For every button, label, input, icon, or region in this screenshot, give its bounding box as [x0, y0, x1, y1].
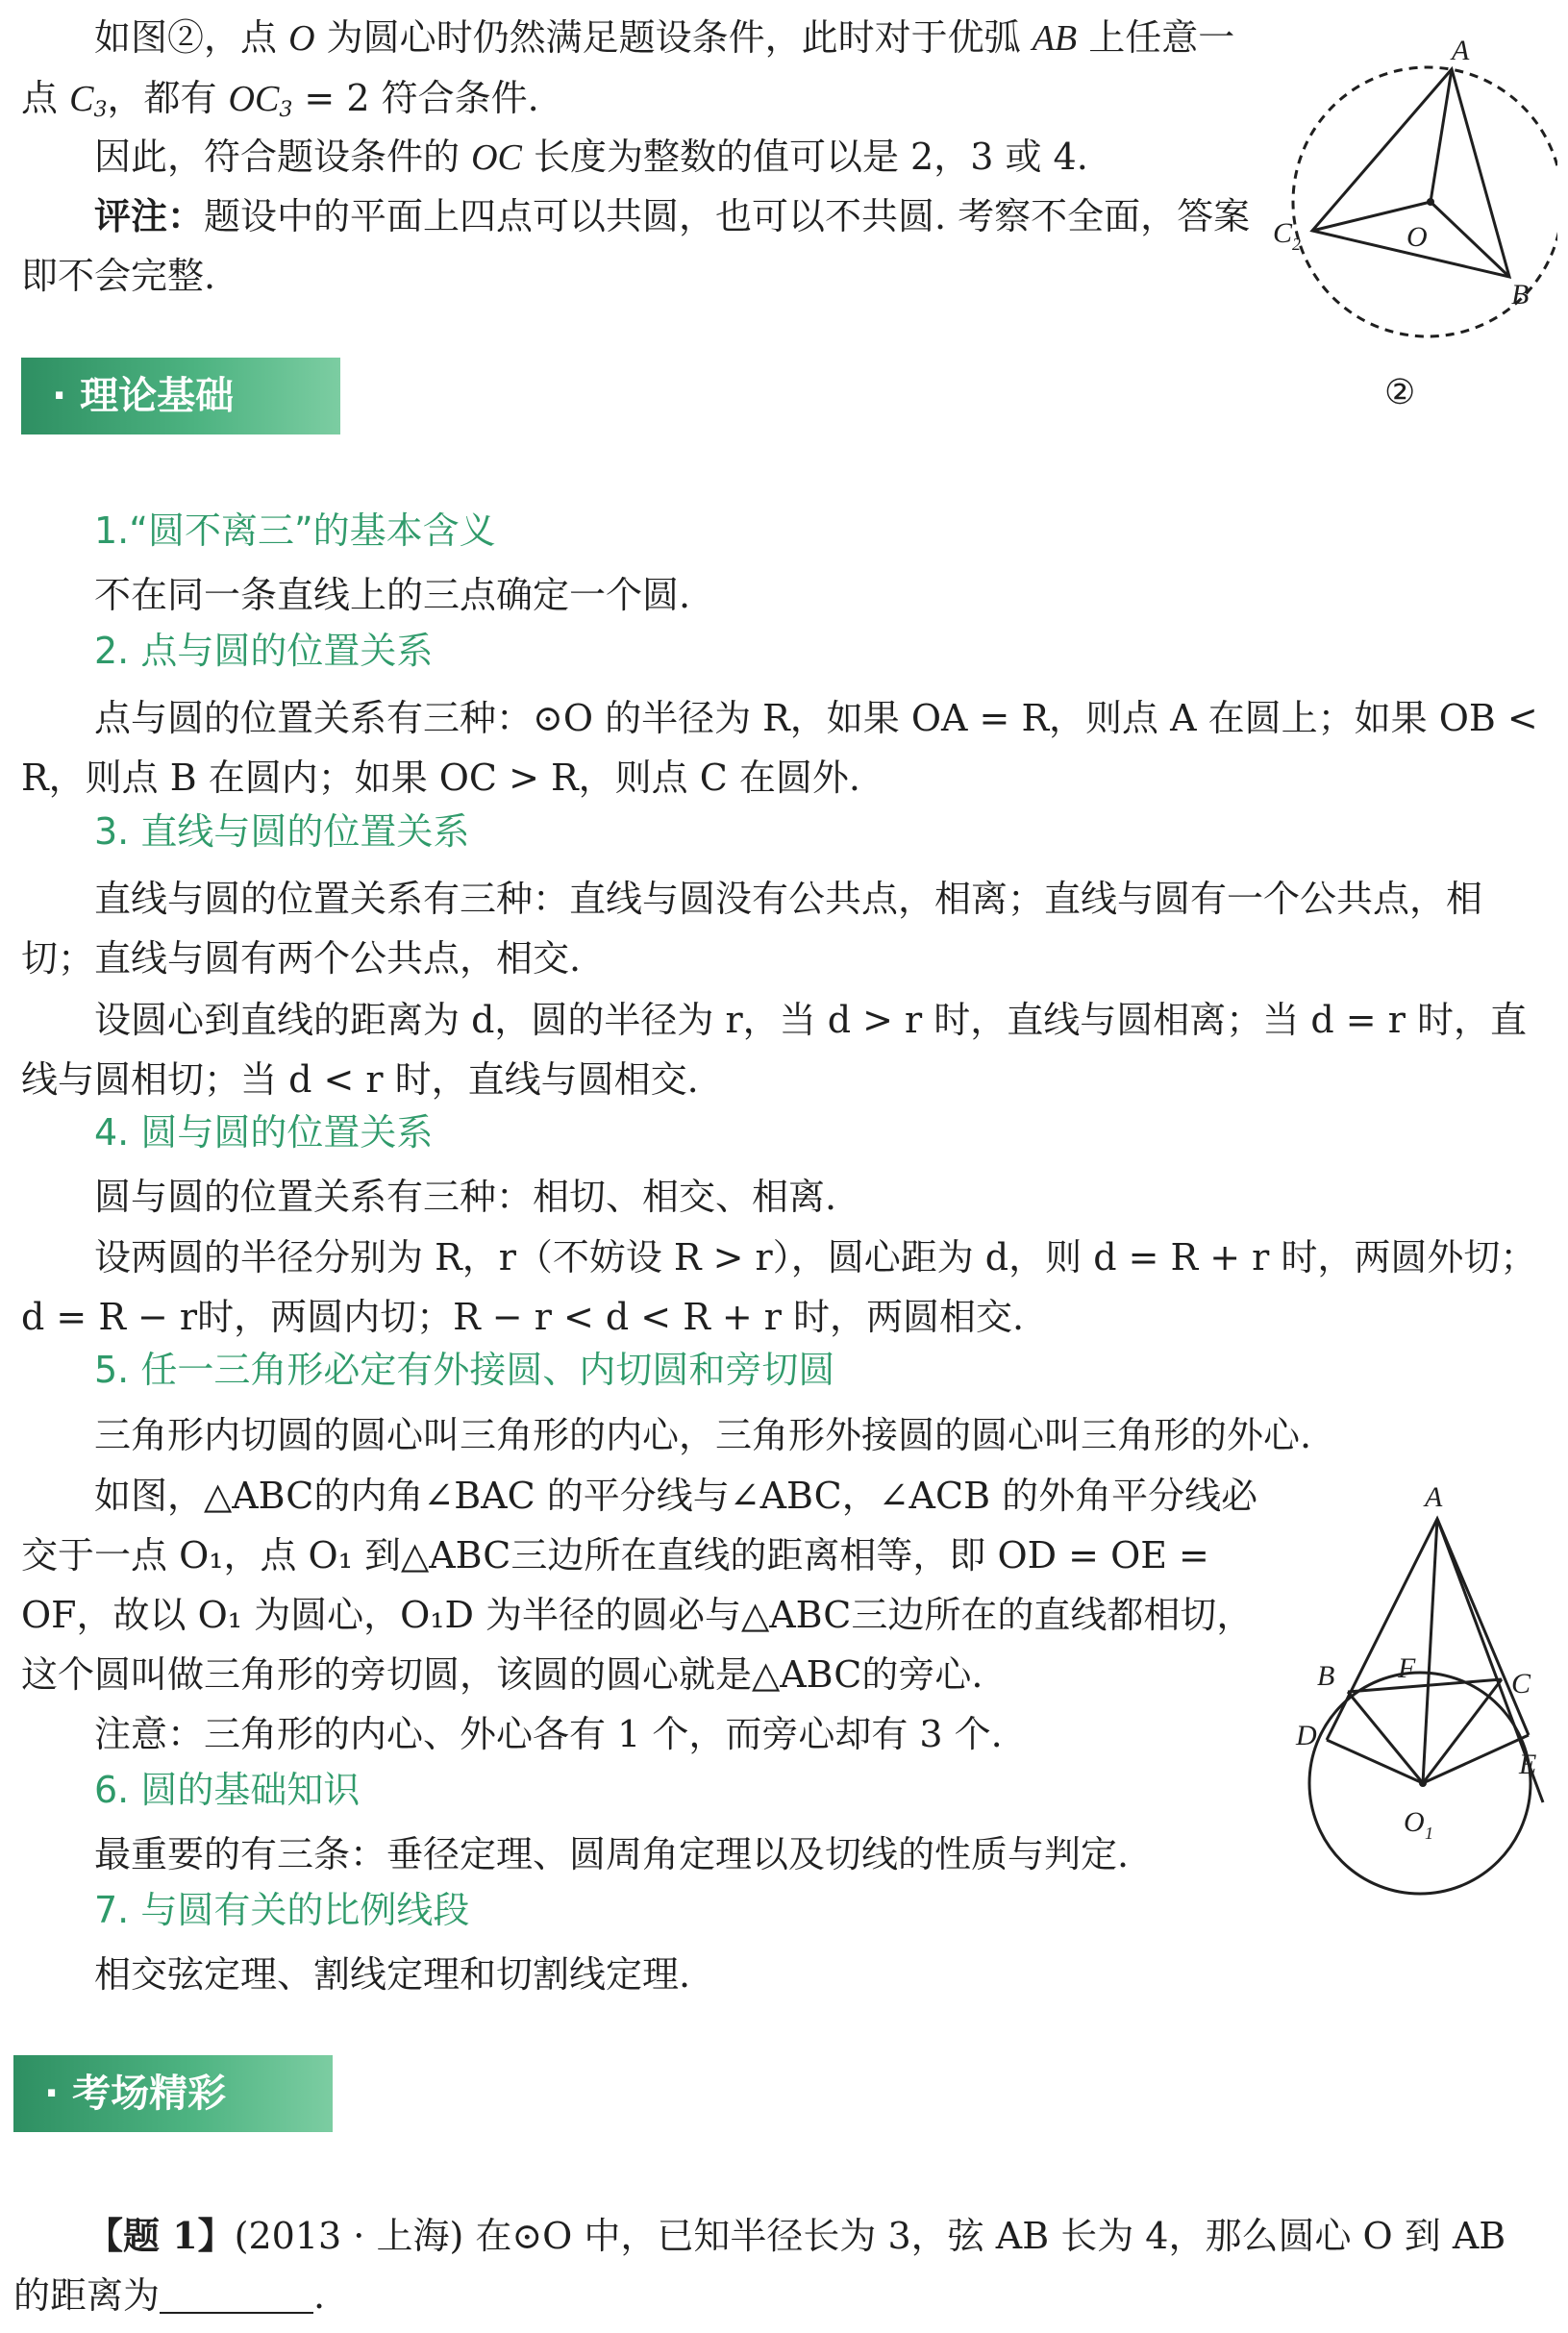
label-C-subscript: 2: [1292, 235, 1301, 254]
figure-2-svg: [1269, 19, 1557, 423]
question-end: .: [313, 2274, 326, 2317]
theory-text-6: 最重要的有三条：垂径定理、圆周角定理以及切线的性质与判定.: [94, 1833, 1130, 1875]
section-band-exam: [13, 2055, 333, 2132]
theory-heading-4: 4. 圆与圆的位置关系: [94, 1111, 434, 1154]
intro-comment: [21, 186, 1261, 306]
theory-text-7: 相交弦定理、割线定理和切割线定理.: [94, 1953, 691, 1996]
label-A: A: [1452, 35, 1470, 66]
intro-math: C: [69, 79, 94, 119]
segment-O1B: [1348, 1692, 1423, 1783]
intro-math: OC: [228, 79, 280, 119]
theory-heading-2: 2. 点与圆的位置关系: [94, 630, 434, 672]
intro-math: OC: [471, 137, 522, 178]
theory-text-5c: 注意：三角形的内心、外心各有 1 个，而旁心却有 3 个.: [94, 1713, 1003, 1755]
intro-text: 上任意一点: [21, 16, 1235, 119]
theory-text-5a: 三角形内切圆的圆心叫三角形的内心，三角形外接圆的圆心叫三角形的外心.: [94, 1414, 1312, 1456]
exam-question-1: [13, 2206, 1542, 2325]
figure-2-caption: ②: [1384, 373, 1416, 411]
theory-text-4b: 设两圆的半径分别为 R，r（不妨设 R > r），圆心距为 d，则 d = R + r 时，两圆外切；d = R − r时，两圆内切；R − r < d < R + r 时，两圆相交.: [21, 1236, 1537, 1338]
intro-subscript: 3: [93, 98, 108, 122]
center-O1: [1419, 1779, 1427, 1787]
intro-math: O: [288, 18, 315, 59]
figure-escribed-circle: [1279, 1476, 1567, 1918]
intro-subscript: 3: [279, 98, 293, 122]
theory-text-1: 不在同一条直线上的三点确定一个圆.: [94, 574, 691, 616]
segment-O1E: [1423, 1735, 1529, 1783]
figure-2-circle: [1269, 19, 1557, 423]
comment-text: 题设中的平面上四点可以共圆，也可以不共圆. 考察不全面，答案即不会完整.: [21, 195, 1251, 297]
theory-text-2: 点与圆的位置关系有三种：⊙O 的半径为 R，如果 OA = R，则点 A 在圆上；如果 OB < R，则点 B 在圆内；如果 OC > R，则点 C 在圆外.: [21, 697, 1538, 799]
theory-heading-6: 6. 圆的基础知识: [94, 1769, 361, 1811]
comment-label: 评注：: [94, 194, 205, 237]
label-O-subscript: 1: [1425, 1824, 1433, 1843]
section-title: 考场精彩: [72, 2072, 227, 2116]
intro-text: 如图②，点: [94, 16, 289, 59]
label-F: F: [1398, 1652, 1416, 1684]
theory-text-3b: 设圆心到直线的距离为 d，圆的半径为 r，当 d > r 时，直线与圆相离；当 d = r 时，直线与圆相切；当 d < r 时，直线与圆相交.: [21, 999, 1527, 1101]
label-E: E: [1519, 1749, 1537, 1780]
theory-heading-7: 7. 与圆有关的比例线段: [94, 1889, 470, 1931]
label-B: B: [1317, 1660, 1335, 1692]
theory-heading-5: 5. 任一三角形必定有外接圆、内切圆和旁切圆: [94, 1349, 835, 1391]
segment-O1C: [1423, 1679, 1502, 1783]
figure-3-svg: [1279, 1476, 1567, 1918]
intro-math: AB: [1032, 18, 1078, 59]
theory-heading-3: 3. 直线与圆的位置关系: [94, 810, 470, 853]
intro-conclusion: [21, 127, 1261, 187]
label-O: O: [1406, 221, 1428, 253]
label-B: B: [1511, 279, 1530, 310]
intro-text: = 2 符合条件.: [292, 77, 539, 119]
theory-text-3a: 直线与圆的位置关系有三种：直线与圆没有公共点，相离；直线与圆有一个公共点，相切；直线与圆有两个公共点，相交.: [21, 878, 1483, 980]
label-O: O: [1404, 1806, 1425, 1838]
section-title: 理论基础: [80, 374, 235, 418]
answer-blank[interactable]: [160, 2273, 313, 2314]
label-C: C: [1273, 217, 1293, 249]
center-point: [1427, 198, 1434, 206]
section-band-theory: [21, 358, 340, 434]
theory-text-5b: 如图，△ABC的内角∠BAC 的平分线与∠ABC，∠ACB 的外角平分线必交于一点 O₁，点 O₁ 到△ABC三边所在直线的距离相等，即 OD = OE = OF，故以 O₁ 为圆心，O₁D 为半径的圆必与△ABC三边所在的直线都相切，这个圆叫做三角形的旁切圆，该圆的圆心就是△ABC的旁心.: [21, 1475, 1258, 1696]
theory-heading-1: 1.“圆不离三”的基本含义: [94, 509, 496, 552]
intro-text: 长度为整数的值可以是 2，3 或 4.: [521, 136, 1088, 178]
intro-text: ，都有: [107, 77, 229, 119]
intro-text: 因此，符合题设条件的: [94, 136, 472, 178]
angle-bisector: [1423, 1519, 1437, 1783]
question-text: (2013 · 上海) 在⊙O 中，已知半径长为 3，弦 AB 长为 4，那么圆心 O 到 AB 的距离为: [13, 2215, 1506, 2317]
label-D: D: [1296, 1720, 1317, 1751]
question-label: 【题 1】: [87, 2214, 235, 2257]
label-A: A: [1425, 1481, 1443, 1513]
label-C: C: [1511, 1668, 1531, 1700]
intro-text: 为圆心时仍然满足题设条件，此时对于优弧: [314, 16, 1033, 59]
theory-text-4a: 圆与圆的位置关系有三种：相切、相交、相离.: [94, 1176, 837, 1218]
segment-O1D: [1327, 1740, 1423, 1783]
intro-paragraph: [21, 8, 1261, 140]
